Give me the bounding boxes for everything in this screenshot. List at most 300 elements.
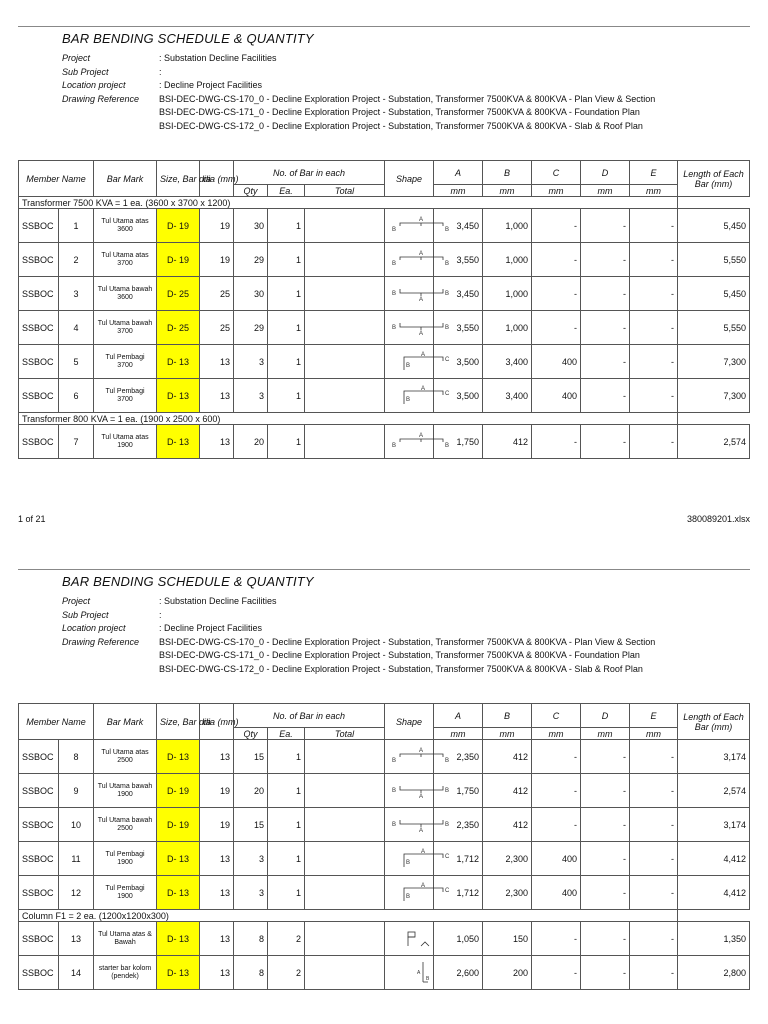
svg-text:B: B	[445, 442, 450, 449]
dim-e-cell: -	[630, 379, 678, 413]
dim-e-cell: -	[630, 876, 678, 910]
bar-number-cell: 7	[59, 425, 94, 459]
bar-mark-header-text: Bar Mark	[106, 716, 144, 727]
dim-a-cell: 3,450	[434, 277, 483, 311]
bar-mark-cell: Tul Utama atas 1900	[94, 425, 157, 459]
shape-cell	[385, 808, 450, 842]
dim-b-cell: 412	[483, 425, 532, 459]
svg-text:B: B	[406, 859, 411, 866]
bar-number-cell: 11	[59, 842, 94, 876]
no-of-bar-header-text: No. of Bar in each	[273, 710, 346, 721]
dim-e-cell: -	[630, 922, 678, 956]
sheet-title: BAR BENDING SCHEDULE & QUANTITY	[62, 574, 314, 589]
table-row	[19, 876, 750, 910]
col-b-header	[483, 704, 532, 728]
bar-mark-cell: Tul Utama bawah 2500	[94, 808, 157, 842]
size-header	[157, 704, 212, 740]
dim-c-cell: -	[532, 774, 581, 808]
qty-header	[234, 185, 268, 197]
total-cell	[305, 209, 385, 243]
section-title: Transformer 800 KVA = 1 ea. (1900 x 2500 x 600)	[19, 413, 678, 425]
bar-size-cell: D- 13	[157, 740, 200, 774]
location-value: : Decline Project Facilities	[159, 623, 263, 633]
dim-c-cell: 400	[532, 379, 581, 413]
qty-cell: 20	[234, 425, 268, 459]
member-name-cell: SSBOC	[19, 209, 59, 243]
drawing-ref-3: BSI-DEC-DWG-CS-172_0 - Decline Exploration Project - Substation, Transformer 7500KVA & 800KVA - Slab & Roof Plan	[159, 663, 643, 674]
qty-cell: 8	[234, 956, 268, 990]
no-of-bar-header	[234, 704, 385, 728]
section-row	[19, 197, 750, 209]
file-name: 380089201.xlsx	[686, 514, 750, 524]
qty-header-text: Qty	[243, 185, 258, 196]
bar-mark-cell: Tul Utama bawah 3700	[94, 311, 157, 345]
shape-cell	[385, 209, 450, 243]
dim-d-cell: -	[581, 243, 630, 277]
member-name-cell: SSBOC	[19, 808, 59, 842]
sheet-page-2	[18, 543, 750, 1024]
ea-cell: 1	[268, 842, 305, 876]
sheet-page-1	[18, 0, 750, 530]
dim-e-cell: -	[630, 808, 678, 842]
length-cell: 5,550	[678, 243, 750, 277]
bar-mark-header	[94, 704, 157, 740]
bar-dia-cell: 13	[200, 842, 234, 876]
dim-b-cell: 2,300	[483, 842, 532, 876]
col-c-unit	[532, 185, 581, 197]
bar-mark-cell: Tul Utama atas 3600	[94, 209, 157, 243]
col-c-unit-text: mm	[548, 185, 564, 196]
qty-cell: 29	[234, 311, 268, 345]
bar-number-cell: 1	[59, 209, 94, 243]
top-rule	[18, 26, 750, 27]
ea-cell: 1	[268, 740, 305, 774]
table-row	[19, 379, 750, 413]
svg-text:B: B	[406, 362, 411, 369]
bar-number-cell: 9	[59, 774, 94, 808]
dim-d-cell: -	[581, 956, 630, 990]
dim-d-cell: -	[581, 311, 630, 345]
dim-d-cell: -	[581, 345, 630, 379]
dim-e-cell: -	[630, 243, 678, 277]
schedule-table-1	[18, 160, 750, 459]
col-e-unit	[630, 728, 678, 740]
bar-dia-cell: 13	[200, 956, 234, 990]
dim-e-cell: -	[630, 345, 678, 379]
bar-size-cell: D- 25	[157, 277, 200, 311]
dim-e-cell: -	[630, 277, 678, 311]
shape-cell	[385, 956, 434, 990]
dia-header	[200, 704, 239, 740]
bar-dia-cell: 19	[200, 243, 234, 277]
shape-cell	[385, 876, 450, 910]
dim-a-cell: 1,712	[434, 876, 483, 910]
total-cell	[305, 277, 385, 311]
member-name-cell: SSBOC	[19, 922, 59, 956]
svg-text:A: A	[419, 216, 424, 223]
member-name-cell: SSBOC	[19, 345, 59, 379]
svg-text:C: C	[445, 853, 450, 860]
svg-text:B: B	[392, 226, 397, 233]
svg-text:A: A	[419, 296, 424, 303]
dim-d-cell: -	[581, 277, 630, 311]
subproject-label: Sub Project	[62, 66, 109, 77]
bar-size-cell: D- 13	[157, 425, 200, 459]
col-e-header	[630, 704, 678, 728]
dia-header	[200, 161, 239, 197]
col-a-header-text: A	[455, 710, 462, 721]
drawing-label: Drawing Reference	[62, 636, 140, 647]
dim-b-cell: 412	[483, 774, 532, 808]
dim-b-cell: 412	[483, 808, 532, 842]
total-cell	[305, 345, 385, 379]
dim-c-cell: 400	[532, 842, 581, 876]
size-header-text: Size, Bar dia	[160, 173, 212, 184]
svg-text:B: B	[426, 975, 430, 982]
dim-e-cell: -	[630, 842, 678, 876]
drawing-ref-1: BSI-DEC-DWG-CS-170_0 - Decline Exploration Project - Substation, Transformer 7500KVA & 800KVA - Plan View & Section	[159, 636, 656, 647]
section-row	[19, 413, 750, 425]
svg-text:B: B	[445, 260, 450, 267]
dim-c-cell: -	[532, 209, 581, 243]
col-d-header	[581, 704, 630, 728]
shape-header-text: Shape	[396, 173, 423, 184]
qty-cell: 3	[234, 842, 268, 876]
shape-cell	[385, 311, 450, 345]
dim-a-cell: 3,550	[434, 311, 483, 345]
bar-dia-cell: 25	[200, 311, 234, 345]
dim-a-cell: 1,750	[434, 425, 483, 459]
dim-c-cell: -	[532, 956, 581, 990]
size-header-text: Size, Bar dia	[160, 716, 212, 727]
top-rule	[18, 569, 750, 570]
col-e-header	[630, 161, 678, 185]
bar-size-cell: D- 13	[157, 842, 200, 876]
bar-dia-cell: 19	[200, 808, 234, 842]
svg-text:B: B	[406, 893, 411, 900]
dim-a-cell: 2,600	[434, 956, 483, 990]
section-row	[19, 910, 750, 922]
length-cell: 3,174	[678, 808, 750, 842]
col-c-header-text: C	[552, 710, 560, 721]
bar-mark-cell: Tul Pembagi 3700	[94, 345, 157, 379]
dim-b-cell: 1,000	[483, 311, 532, 345]
dim-e-cell: -	[630, 311, 678, 345]
dim-c-cell: -	[532, 243, 581, 277]
project-value: : Substation Decline Facilities	[159, 53, 277, 63]
svg-text:B: B	[392, 290, 397, 297]
ea-header	[268, 728, 305, 740]
col-e-unit-text: mm	[646, 728, 662, 739]
svg-text:A: A	[419, 793, 424, 800]
svg-text:A: A	[421, 385, 426, 392]
dia-header-text: dia (mm)	[203, 173, 239, 184]
svg-text:C: C	[445, 887, 450, 894]
col-a-unit-text: mm	[450, 185, 466, 196]
dim-d-cell: -	[581, 425, 630, 459]
total-cell	[305, 842, 385, 876]
dim-d-cell: -	[581, 808, 630, 842]
col-a-unit	[434, 185, 483, 197]
shape-cell	[385, 842, 450, 876]
bar-dia-cell: 13	[200, 379, 234, 413]
drawing-ref-2: BSI-DEC-DWG-CS-171_0 - Decline Exploration Project - Substation, Transformer 7500KVA & 800KVA - Foundation Plan	[159, 107, 640, 117]
dim-c-cell: -	[532, 311, 581, 345]
ea-header	[268, 185, 305, 197]
bar-number-cell: 13	[59, 922, 94, 956]
length-cell: 5,450	[678, 209, 750, 243]
length-cell: 2,574	[678, 774, 750, 808]
bar-dia-cell: 13	[200, 922, 234, 956]
member-name-cell: SSBOC	[19, 277, 59, 311]
col-c-unit-text: mm	[548, 728, 564, 739]
subproject-value: :	[159, 66, 162, 77]
col-b-header	[483, 161, 532, 185]
qty-cell: 30	[234, 209, 268, 243]
bar-mark-cell: Tul Pembagi 1900	[94, 842, 157, 876]
bar-size-cell: D- 19	[157, 209, 200, 243]
total-cell	[305, 956, 385, 990]
total-cell	[305, 379, 385, 413]
svg-text:A: A	[419, 747, 424, 754]
qty-cell: 3	[234, 379, 268, 413]
table-row	[19, 808, 750, 842]
col-e-unit-text: mm	[646, 185, 662, 196]
bar-mark-cell: Tul Utama atas 3700	[94, 243, 157, 277]
svg-text:B: B	[445, 290, 450, 297]
length-header	[678, 704, 750, 740]
shape-cell	[385, 277, 450, 311]
svg-text:C: C	[445, 390, 450, 397]
total-cell	[305, 922, 385, 956]
dim-e-cell: -	[630, 425, 678, 459]
dim-e-cell: -	[630, 209, 678, 243]
dim-a-cell: 1,712	[434, 842, 483, 876]
dim-b-cell: 1,000	[483, 277, 532, 311]
col-d-unit	[581, 185, 630, 197]
svg-text:A: A	[419, 330, 424, 337]
ea-cell: 1	[268, 243, 305, 277]
bar-number-cell: 6	[59, 379, 94, 413]
length-cell: 3,174	[678, 740, 750, 774]
bar-number-cell: 3	[59, 277, 94, 311]
svg-text:A: A	[419, 432, 424, 439]
dim-b-cell: 412	[483, 740, 532, 774]
col-c-header	[532, 704, 581, 728]
table-row	[19, 345, 750, 379]
bar-dia-cell: 13	[200, 876, 234, 910]
bar-size-cell: D- 19	[157, 774, 200, 808]
dim-e-cell: -	[630, 740, 678, 774]
col-a-unit-text: mm	[450, 728, 466, 739]
dia-header-text: dia (mm)	[203, 716, 239, 727]
ea-cell: 1	[268, 774, 305, 808]
ea-cell: 2	[268, 956, 305, 990]
svg-text:B: B	[392, 757, 397, 764]
svg-text:B: B	[445, 757, 450, 764]
table-row	[19, 956, 750, 990]
table-row	[19, 842, 750, 876]
bar-mark-cell: Tul Utama bawah 3600	[94, 277, 157, 311]
no-of-bar-header-text: No. of Bar in each	[273, 167, 346, 178]
dim-c-cell: -	[532, 277, 581, 311]
bar-size-cell: D- 25	[157, 311, 200, 345]
drawing-ref-3: BSI-DEC-DWG-CS-172_0 - Decline Exploration Project - Substation, Transformer 7500KVA & 800KVA - Slab & Roof Plan	[159, 120, 643, 131]
svg-text:A: A	[421, 351, 426, 358]
qty-cell: 3	[234, 345, 268, 379]
qty-cell: 29	[234, 243, 268, 277]
dim-c-cell: 400	[532, 876, 581, 910]
svg-text:A: A	[419, 250, 424, 257]
drawing-ref-2: BSI-DEC-DWG-CS-171_0 - Decline Exploration Project - Substation, Transformer 7500KVA & 800KVA - Foundation Plan	[159, 650, 640, 660]
member-name-cell: SSBOC	[19, 243, 59, 277]
bar-dia-cell: 25	[200, 277, 234, 311]
location-label: Location project	[62, 623, 126, 633]
member-name-header	[19, 704, 94, 740]
bar-number-cell: 5	[59, 345, 94, 379]
bar-dia-cell: 19	[200, 209, 234, 243]
member-name-header-text: Member Name	[26, 173, 86, 184]
svg-text:C: C	[445, 356, 450, 363]
ea-header-text: Ea.	[279, 728, 293, 739]
member-name-cell: SSBOC	[19, 774, 59, 808]
bar-size-cell: D- 19	[157, 243, 200, 277]
dim-a-cell: 3,500	[434, 345, 483, 379]
col-e-unit	[630, 185, 678, 197]
svg-text:B: B	[392, 260, 397, 267]
total-header	[305, 185, 385, 197]
bar-mark-cell: Tul Pembagi 3700	[94, 379, 157, 413]
project-value: : Substation Decline Facilities	[159, 596, 277, 606]
col-b-header-text: B	[504, 167, 511, 178]
col-b-unit-text: mm	[499, 185, 515, 196]
length-header-text: Length of Each Bar (mm)	[683, 711, 744, 732]
bar-mark-cell: Tul Utama atas & Bawah	[94, 922, 157, 956]
section-title: Transformer 7500 KVA = 1 ea. (3600 x 3700 x 1200)	[19, 197, 678, 209]
dim-b-cell: 2,300	[483, 876, 532, 910]
svg-text:B: B	[392, 324, 397, 331]
svg-text:B: B	[406, 396, 411, 403]
total-cell	[305, 774, 385, 808]
shape-header	[385, 704, 434, 740]
bar-mark-header	[94, 161, 157, 197]
qty-cell: 15	[234, 740, 268, 774]
dim-d-cell: -	[581, 774, 630, 808]
dim-c-cell: 400	[532, 345, 581, 379]
qty-cell: 20	[234, 774, 268, 808]
dim-a-cell: 3,500	[434, 379, 483, 413]
total-header-text: Total	[334, 185, 355, 196]
length-cell: 4,412	[678, 876, 750, 910]
col-c-unit	[532, 728, 581, 740]
dim-a-cell: 3,450	[434, 209, 483, 243]
dim-b-cell: 200	[483, 956, 532, 990]
col-d-header-text: D	[601, 710, 609, 721]
member-name-cell: SSBOC	[19, 956, 59, 990]
bar-mark-cell: Tul Utama bawah 1900	[94, 774, 157, 808]
svg-text:B: B	[445, 324, 450, 331]
table-row	[19, 425, 750, 459]
length-cell: 2,800	[678, 956, 750, 990]
length-cell: 5,550	[678, 311, 750, 345]
drawing-label: Drawing Reference	[62, 93, 140, 104]
shape-header-text: Shape	[396, 716, 423, 727]
ea-cell: 1	[268, 209, 305, 243]
dim-c-cell: -	[532, 808, 581, 842]
length-header	[678, 161, 750, 197]
svg-text:B: B	[392, 821, 397, 828]
bar-number-cell: 12	[59, 876, 94, 910]
schedule-table-2	[18, 703, 750, 990]
shape-header	[385, 161, 434, 197]
col-d-header	[581, 161, 630, 185]
total-cell	[305, 311, 385, 345]
page-number: 1 of 21	[18, 514, 46, 524]
qty-cell: 15	[234, 808, 268, 842]
col-a-header-text: A	[455, 167, 462, 178]
dim-a-cell: 1,050	[434, 922, 483, 956]
bar-size-cell: D- 13	[157, 876, 200, 910]
length-cell: 7,300	[678, 379, 750, 413]
col-b-unit	[483, 728, 532, 740]
ea-header-text: Ea.	[279, 185, 293, 196]
svg-text:A: A	[417, 969, 421, 976]
dim-a-cell: 1,750	[434, 774, 483, 808]
dim-d-cell: -	[581, 740, 630, 774]
section-title: Column F1 = 2 ea. (1200x1200x300)	[19, 910, 678, 922]
bar-mark-cell: starter bar kolom (pendek)	[94, 956, 157, 990]
col-d-header-text: D	[601, 167, 609, 178]
sheet-title: BAR BENDING SCHEDULE & QUANTITY	[62, 31, 314, 46]
col-e-header-text: E	[650, 167, 657, 178]
col-b-header-text: B	[504, 710, 511, 721]
member-name-header	[19, 161, 94, 197]
dim-d-cell: -	[581, 209, 630, 243]
table-row	[19, 277, 750, 311]
dim-e-cell: -	[630, 956, 678, 990]
dim-d-cell: -	[581, 922, 630, 956]
total-header	[305, 728, 385, 740]
member-name-cell: SSBOC	[19, 876, 59, 910]
project-label: Project	[62, 596, 91, 606]
total-cell	[305, 740, 385, 774]
col-c-header-text: C	[552, 167, 560, 178]
shape-cell	[385, 425, 450, 459]
table-row	[19, 740, 750, 774]
table-row	[19, 243, 750, 277]
col-a-unit	[434, 728, 483, 740]
table-row	[19, 311, 750, 345]
length-cell: 7,300	[678, 345, 750, 379]
dim-a-cell: 2,350	[434, 808, 483, 842]
length-cell: 5,450	[678, 277, 750, 311]
member-name-cell: SSBOC	[19, 425, 59, 459]
bar-number-cell: 14	[59, 956, 94, 990]
svg-text:A: A	[421, 848, 426, 855]
svg-text:B: B	[445, 226, 450, 233]
ea-cell: 1	[268, 425, 305, 459]
dim-b-cell: 150	[483, 922, 532, 956]
subproject-value: :	[159, 609, 162, 620]
shape-cell	[385, 379, 450, 413]
svg-text:B: B	[445, 787, 450, 794]
bar-dia-cell: 13	[200, 740, 234, 774]
bar-mark-cell: Tul Utama atas 2500	[94, 740, 157, 774]
table-row	[19, 922, 750, 956]
size-header	[157, 161, 212, 197]
col-d-unit-text: mm	[597, 728, 613, 739]
qty-cell: 3	[234, 876, 268, 910]
